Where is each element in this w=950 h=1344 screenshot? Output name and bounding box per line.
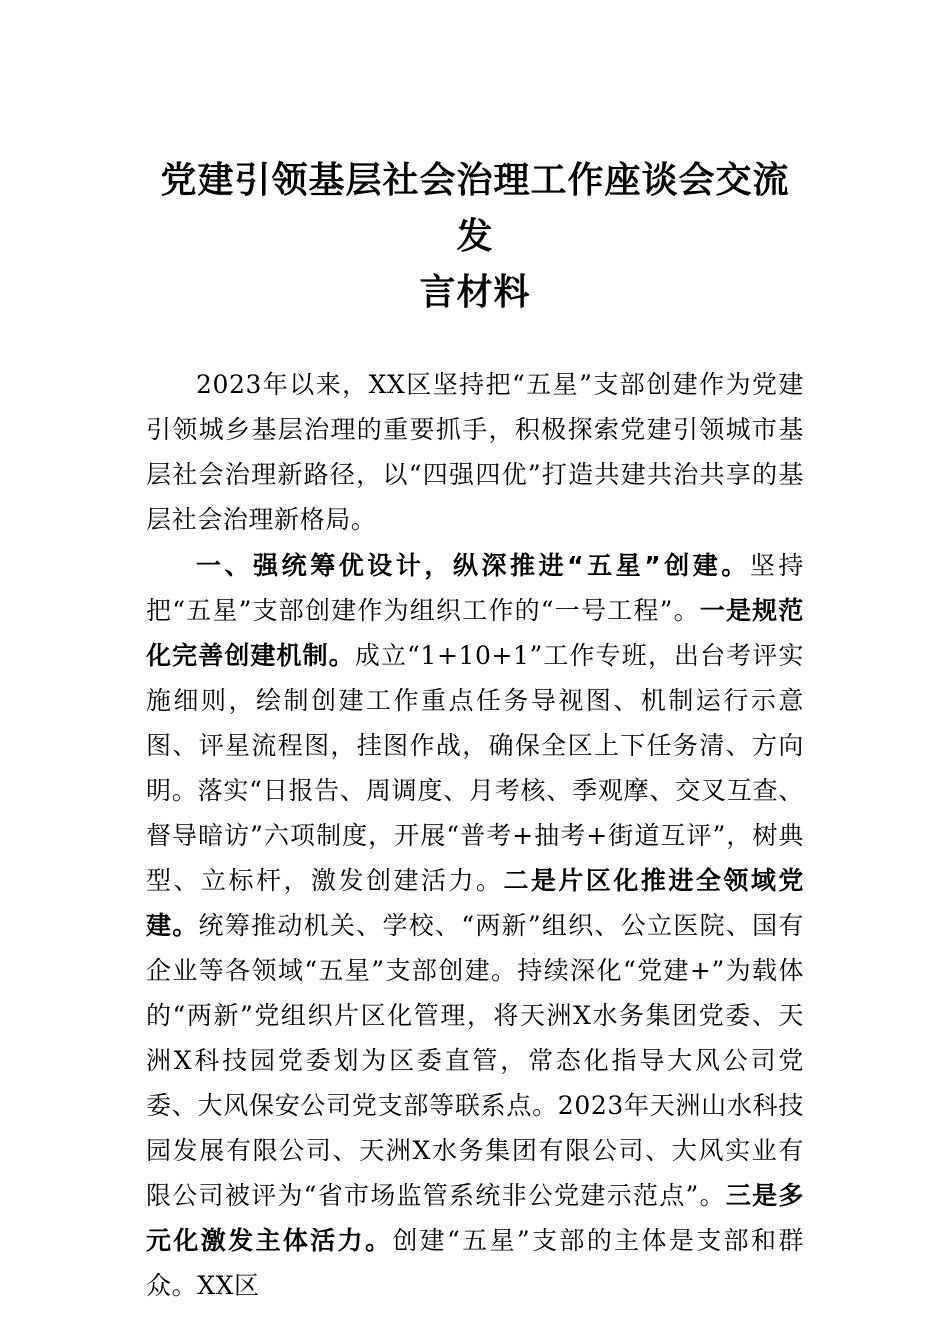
subpoint-2-text: 统筹推动机关、学校、“两新”组织、公立医院、国有企业等各领域“五星”支部创建。持续深化“党建+”为载体的“两新”党组织片区化管理，将天洲X水务集团党委、天洲X科技园党委划为区委直管，常态化指导大风公司党委、大风保安公司党支部等联系点。2023年天洲山水科技园发展有限公司、天洲X水务集团有限公司、大风实业有限公司被评为“省市场监管系统非公党建示范点”。 [146,911,804,1210]
subpoint-1-title: 一是规范化完善创建机制。 [146,596,804,670]
section-1-text: 坚持把“五星”支部创建作为组织工作的“一号工程”。 [146,551,804,625]
subpoint-3-text: 创建“五星”支部的主体是支部和群众。XX区 [146,1226,804,1300]
document-title [146,152,804,320]
section-1-heading: 一、强统筹优设计，纵深推进“五星”创建。 [196,551,750,580]
subpoint-3-title: 三是多元化激发主体活力。 [146,1181,804,1255]
subpoint-2-title: 二是片区化推进全领域党建。 [146,866,804,940]
title-line-1: 党建引领基层社会治理工作座谈会交流发 [160,159,790,257]
title-line-2: 言材料 [419,271,531,313]
subpoint-1-text: 成立“1+10+1”工作专班，出台考评实施细则，绘制创建工作重点任务导视图、机制运行示意图、评星流程图，挂图作战，确保全区上下任务清、方向明。落实“日报告、周调度、月考核、季观摩、交叉互查、督导暗访”六项制度，开展“普考+抽考+街道互评”，树典型、立标杆，激发创建活力。 [146,641,804,895]
intro-paragraph: 2023年以来，XX区坚持把“五星”支部创建作为党建引领城乡基层治理的重要抓手，积极探索党建引领城市基层社会治理新路径，以“四强四优”打造共建共治共享的基层社会治理新格局。 [146,370,804,534]
section-1-paragraph [146,543,804,1308]
